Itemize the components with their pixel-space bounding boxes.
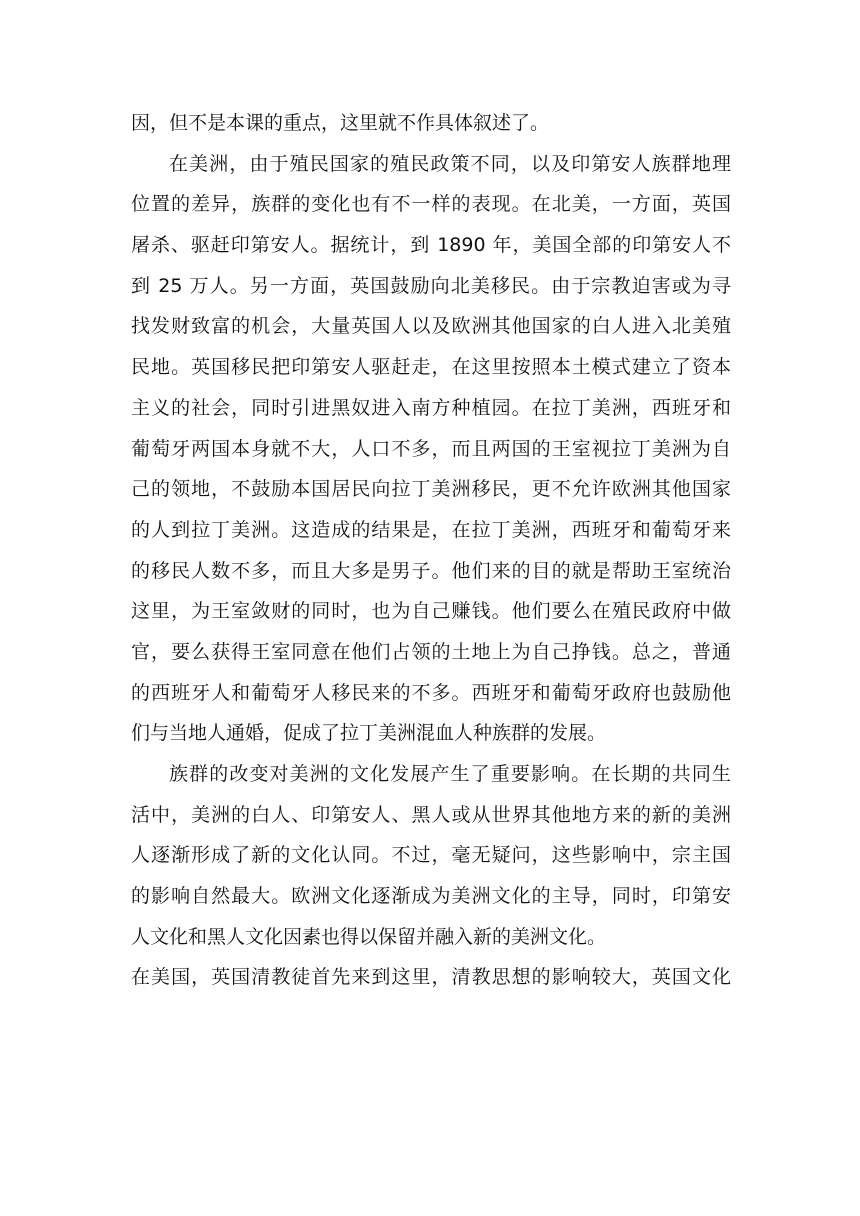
text-line: 己的领地，不鼓励本国居民向拉丁美洲移民，更不允许欧洲其他国家 bbox=[131, 478, 731, 501]
text-line: 的影响自然最大。欧洲文化逐渐成为美洲文化的主导，同时，印第安 bbox=[131, 885, 731, 908]
text-line: 官，要么获得王室同意在他们占领的土地上为自己挣钱。总之，普通 bbox=[131, 640, 731, 663]
body-text bbox=[131, 103, 731, 998]
text-line: 人逐渐形成了新的文化认同。不过，毫无疑问，这些影响中，宗主国 bbox=[131, 844, 731, 867]
text-line: 族群的改变对美洲的文化发展产生了重要影响。在长期的共同生 bbox=[169, 763, 731, 785]
text-line: 的移民人数不多，而且大多是男子。他们来的目的就是帮助王室统治 bbox=[131, 559, 731, 582]
text-line: 们与当地人通婚，促成了拉丁美洲混血人种族群的发展。 bbox=[131, 722, 607, 745]
text-line: 在美洲，由于殖民国家的殖民政策不同，以及印第安人族群地理 bbox=[169, 152, 731, 175]
text-line: 在美国，英国清教徒首先来到这里，清教思想的影响较大，英国文化 bbox=[131, 966, 731, 989]
text-line: 找发财致富的机会，大量英国人以及欧洲其他国家的白人进入北美殖 bbox=[131, 315, 731, 338]
text-line: 因，但不是本课的重点，这里就不作具体叙述了。 bbox=[131, 112, 550, 134]
text-line: 屠杀、驱赶印第安人。据统计，到 1890 年，美国全部的印第安人不 bbox=[131, 234, 731, 257]
text-line: 位置的差异，族群的变化也有不一样的表现。在北美，一方面，英国 bbox=[131, 193, 731, 216]
text-line: 活中，美洲的白人、印第安人、黑人或从世界其他地方来的新的美洲 bbox=[131, 803, 731, 826]
text-line: 的西班牙人和葡萄牙人移民来的不多。西班牙和葡萄牙政府也鼓励他 bbox=[131, 681, 731, 704]
text-line: 这里，为王室敛财的同时，也为自己赚钱。他们要么在殖民政府中做 bbox=[131, 600, 731, 623]
text-line: 的人到拉丁美洲。这造成的结果是，在拉丁美洲，西班牙和葡萄牙来 bbox=[131, 518, 731, 541]
text-line: 葡萄牙两国本身就不大，人口不多，而且两国的王室视拉丁美洲为自 bbox=[131, 437, 731, 460]
text-line: 主义的社会，同时引进黑奴进入南方种植园。在拉丁美洲，西班牙和 bbox=[131, 396, 731, 419]
text-line: 到 25 万人。另一方面，英国鼓励向北美移民。由于宗教迫害或为寻 bbox=[131, 274, 731, 297]
text-line: 人文化和黑人文化因素也得以保留并融入新的美洲文化。 bbox=[131, 925, 607, 948]
text-line: 民地。英国移民把印第安人驱赶走，在这里按照本土模式建立了资本 bbox=[131, 356, 731, 379]
